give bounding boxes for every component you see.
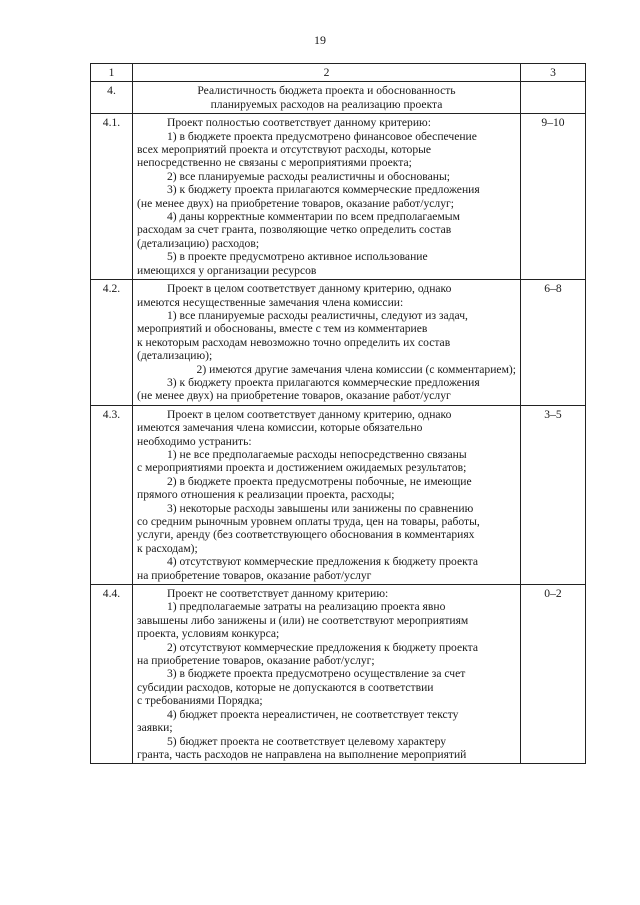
header-col-1: 1 [91, 64, 133, 82]
description-line: 2) в бюджете проекта предусмотрены побочные, не имеющие [167, 474, 472, 488]
row-number: 4.3. [91, 405, 133, 584]
table-header-row [91, 64, 586, 82]
description-line: завышены либо занижены и (или) не соответствуют мероприятиям [137, 613, 469, 627]
section-title-line: Реалистичность бюджета проекта и обоснованность [197, 84, 456, 98]
section-score [521, 82, 586, 114]
description-line: 3) к бюджету проекта прилагаются коммерческие предложения [167, 183, 480, 197]
description-line: 3) к бюджету проекта прилагаются коммерческие предложения [167, 375, 480, 389]
description-line: 4) даны корректные комментарии по всем предполагаемым [167, 210, 460, 224]
description-line: проекта, условиям конкурса; [137, 627, 280, 641]
description-line: Проект не соответствует данному критерию: [167, 587, 389, 601]
description-line: заявки; [137, 721, 173, 735]
description-line: со средним рыночным уровнем оплаты труда, цен на товары, работы, [137, 515, 480, 528]
description-line: услуги, аренду (без соответствующего обоснования в комментариях [137, 528, 475, 542]
row-number: 4.2. [91, 280, 133, 406]
description-line: всех мероприятий проекта и отсутствуют расходы, которые [137, 143, 432, 157]
criteria-row [91, 280, 586, 406]
description-line: 1) не все предполагаемые расходы непосредственно связаны [167, 447, 467, 461]
header-col-3: 3 [521, 64, 586, 82]
description-line: расходам за счет гранта, позволяющие четко определить состав [137, 223, 452, 237]
row-description [133, 405, 521, 584]
row-description [133, 585, 521, 764]
section-title [133, 82, 521, 114]
description-line: на приобретение товаров, оказание работ/услуг; [137, 654, 375, 668]
description-line: 1) в бюджете проекта предусмотрено финансовое обеспечение [167, 129, 477, 143]
description-line: на приобретение товаров, оказание работ/услуг [137, 568, 372, 582]
description-line: (детализацию); [137, 349, 213, 363]
description-line: имеются замечания члена комиссии, которые обязательно [137, 421, 423, 435]
description-line: 2) имеются другие замечания члена комиссии (с комментарием); [196, 362, 516, 376]
description-line: 2) отсутствуют коммерческие предложения к бюджету проекта [167, 640, 478, 654]
section-number: 4. [91, 82, 133, 114]
description-line: непосредственно не связаны с мероприятиями проекта; [137, 156, 412, 170]
row-score: 3–5 [521, 405, 586, 584]
description-line: субсидии расходов, которые не допускаются в соответствии [137, 680, 434, 694]
row-score: 9–10 [521, 114, 586, 280]
description-line: 5) в проекте предусмотрено активное использование [167, 250, 428, 264]
description-line: прямого отношения к реализации проекта, расходы; [137, 488, 395, 502]
description-line: 2) все планируемые расходы реалистичны и обоснованы; [167, 169, 450, 183]
row-score: 6–8 [521, 280, 586, 406]
description-line: Проект в целом соответствует данному критерию, однако [167, 282, 452, 296]
description-line: 3) в бюджете проекта предусмотрено осуществление за счет [167, 667, 466, 681]
description-line: с требованиями Порядка; [137, 694, 263, 708]
criteria-row [91, 114, 586, 280]
row-description [133, 280, 521, 406]
description-line: Проект полностью соответствует данному критерию: [167, 116, 431, 130]
description-line: 1) предполагаемые затраты на реализацию проекта явно [167, 600, 446, 614]
description-line: необходимо устранить: [137, 434, 252, 448]
description-line: Проект в целом соответствует данному критерию, однако [167, 407, 452, 421]
description-line: 5) бюджет проекта не соответствует целевому характеру [167, 734, 447, 748]
row-number: 4.1. [91, 114, 133, 280]
description-line: 3) некоторые расходы завышены или занижены по сравнению [167, 501, 474, 515]
description-line: имеющихся у организации ресурсов [137, 263, 317, 277]
section-row [91, 82, 586, 114]
description-line: 4) отсутствуют коммерческие предложения к бюджету проекта [167, 555, 478, 569]
header-col-2: 2 [133, 64, 521, 82]
description-line: к некоторым расходам невозможно точно определить их состав [137, 335, 451, 349]
page-number: 19 [314, 33, 326, 47]
row-number: 4.4. [91, 585, 133, 764]
row-score: 0–2 [521, 585, 586, 764]
row-description [133, 114, 521, 280]
description-line: мероприятий и обоснованы, вместе с тем из комментариев [137, 322, 428, 336]
criteria-row [91, 405, 586, 584]
description-line: 4) бюджет проекта нереалистичен, не соответствует тексту [167, 707, 459, 721]
section-title-line: планируемых расходов на реализацию проекта [210, 97, 443, 111]
description-line: (детализацию) расходов; [137, 236, 260, 250]
description-line: гранта, часть расходов не направлена на выполнение мероприятий [137, 747, 467, 761]
description-line: с мероприятиями проекта и достижением ожидаемых результатов; [137, 461, 467, 475]
description-line: (не менее двух) на приобретение товаров, оказание работ/услуг; [137, 196, 454, 210]
description-line: имеются несущественные замечания члена комиссии: [137, 295, 404, 309]
criteria-row [91, 585, 586, 764]
description-line: к расходам); [137, 541, 198, 555]
description-line: (не менее двух) на приобретение товаров, оказание работ/услуг [137, 389, 451, 403]
criteria-table [90, 63, 586, 764]
description-line: 1) все планируемые расходы реалистичны, следуют из задач, [167, 308, 468, 322]
